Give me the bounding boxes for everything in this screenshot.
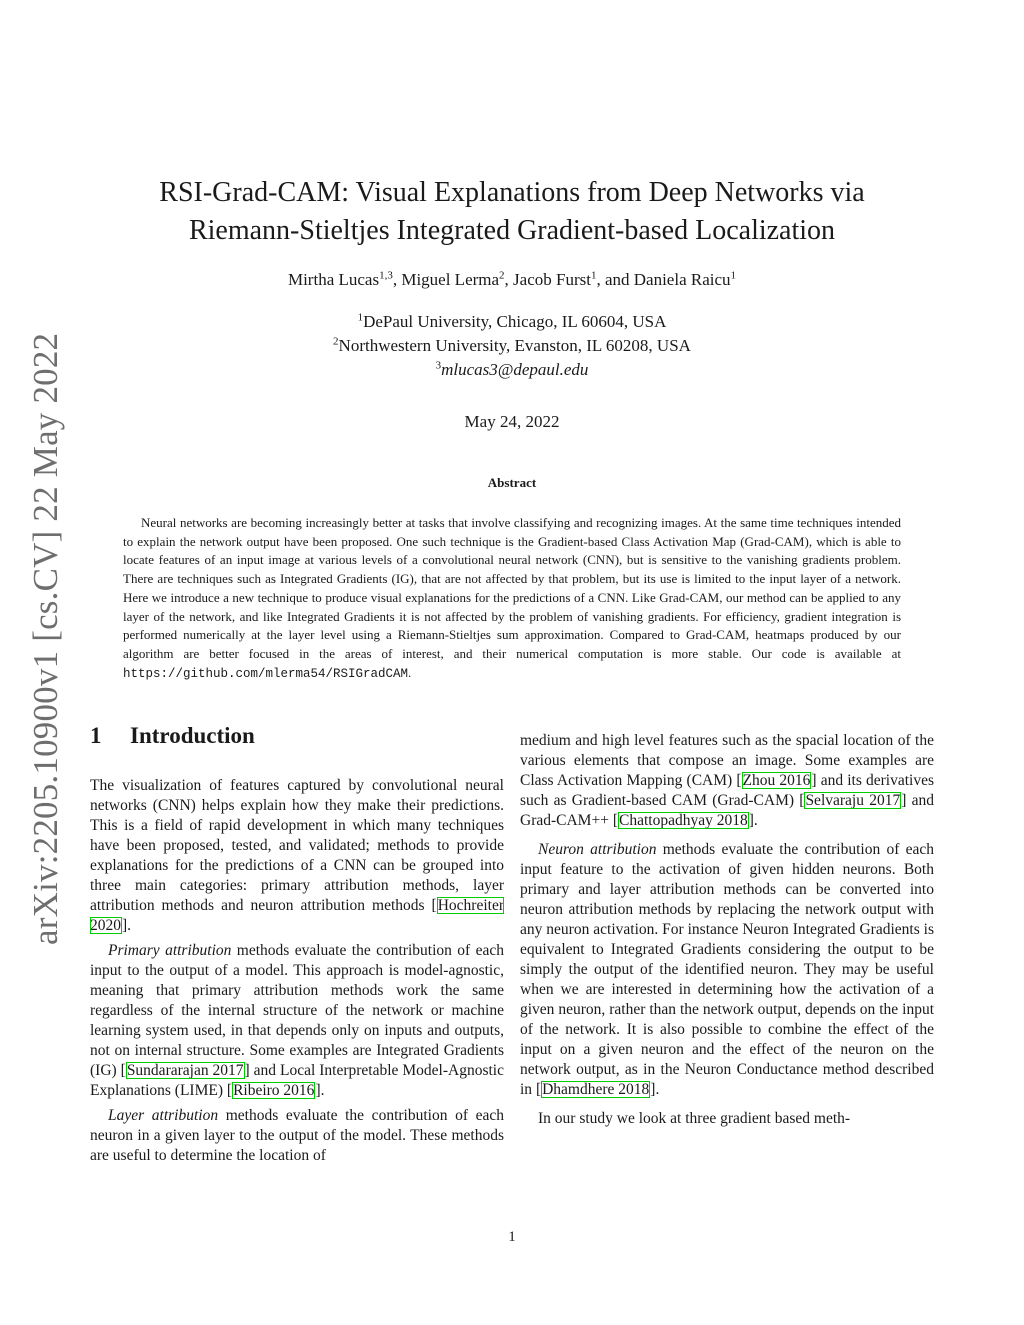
author-affiliation-mark: 2 bbox=[499, 269, 505, 282]
citation-link[interactable]: Sundararajan 2017 bbox=[126, 1062, 244, 1079]
section-title: Introduction bbox=[130, 723, 255, 748]
citation-link[interactable]: Chattopadhyay 2018 bbox=[619, 812, 748, 829]
author-affiliation-mark: 1 bbox=[730, 269, 737, 282]
contact-email: $^3$mlucas3@depaul.edu bbox=[435, 359, 589, 379]
citation-link[interactable]: Selvaraju 2017 bbox=[805, 792, 901, 809]
title-line-1: RSI-Grad-CAM: Visual Explanations from Deep Networks via bbox=[159, 177, 865, 208]
affiliation-1: $^1$DePaul University, Chicago, IL 60604, USA bbox=[357, 311, 667, 331]
arxiv-identifier: arXiv:2205.10900v1 [cs.CV] 22 May 2022 bbox=[26, 332, 65, 945]
citation-link[interactable]: Hochreiter 2020 bbox=[90, 897, 504, 934]
abstract-body: Neural networks are becoming increasingly better at tasks that involve classifying and recognizing images. At the same time techniques intended to explain the network output have been proposed. One such technique is the Gradient-based Class Activation Map (Grad-CAM), which is able to locate features of an input image at various levels of a convolutional neural network (CNN), but is sensitive to the vanishing gradients problem. There are techniques such as Integrated Gradients (IG), that are not affected by that problem, but its use is limited to the input layer of a network. Here we introduce a new technique to produce visual explanations for the predictions of a CNN. Like Grad-CAM, our method can be applied to any layer of the network, and like Integrated Gradients it is not affected by the problem of vanishing gradients. For efficiency, gradient integration is performed numerically at the layer level using a Riemann-Stieltjes sum approximation. Compared to Grad-CAM, heatmaps produced by our algorithm are better focused in the areas of interest, and their numerical computation is more stable. Our code is available at https://github.com/mlerma54/RSIGradCAM. bbox=[123, 515, 901, 681]
citation-link[interactable]: Dhamdhere 2018 bbox=[542, 1081, 650, 1098]
section-heading bbox=[90, 723, 255, 749]
citation-link[interactable]: Ribeiro 2016 bbox=[233, 1082, 315, 1099]
abstract-heading: Abstract bbox=[487, 475, 537, 490]
section-number: 1 bbox=[90, 723, 102, 748]
author-affiliation-mark: 1 bbox=[590, 269, 597, 282]
author-name: , Miguel Lerma bbox=[392, 270, 500, 289]
citation-link[interactable]: Zhou 2016 bbox=[742, 772, 811, 789]
paragraph: The visualization of features captured by convolutional neural networks (CNN) helps explain how they make their predictions. This is a field of rapid development in which many techniques have been proposed, tested, and validated; methods to provide explanations for the predictions of a CNN can be grouped into three main categories: primary attribution methods, layer attribution methods and neuron attribution methods [Hochreiter 2020]. bbox=[90, 777, 504, 934]
paragraph: In our study we look at three gradient based meth- bbox=[538, 1110, 851, 1127]
paragraph: medium and high level features such as the spacial location of the various elements that compose an image. Some examples are Class Activation Mapping (CAM) [Zhou 2016] and its derivatives such as Gradient-based CAM (Grad-CAM) [Selvaraju 2017] and Grad-CAM++ [Chattopadhyay 2018]. bbox=[520, 732, 934, 829]
left-column bbox=[90, 776, 504, 1166]
affiliation-2: $^2$Northwestern University, Evanston, IL 60208, USA bbox=[333, 335, 691, 355]
author-affiliation-mark: 1,3 bbox=[379, 269, 393, 282]
author-name: Mirtha Lucas bbox=[287, 270, 380, 289]
paragraph: Layer attribution methods evaluate the contribution of each neuron in a given layer to the output of the model. These methods are useful to determine the location of bbox=[90, 1107, 504, 1164]
author-list bbox=[100, 270, 924, 290]
author-name: , Jacob Furst bbox=[504, 270, 591, 289]
paper-title bbox=[100, 174, 924, 250]
page-number: 1 bbox=[508, 1229, 516, 1245]
code-link[interactable]: https://github.com/mlerma54/RSIGradCAM bbox=[123, 666, 409, 681]
paragraph: Primary attribution methods evaluate the contribution of each input to the output of a model. This approach is model-agnostic, meaning that primary attribution methods work the same regardless of the internal structure of the network or machine learning system used, in that depends only on inputs and outputs, not on internal structure. Some examples are Integrated Gradients (IG) [Sundararajan 2017] and Local Interpretable Model-Agnostic Explanations (LIME) [Ribeiro 2016]. bbox=[90, 942, 504, 1099]
author-name: , and Daniela Raicu bbox=[596, 270, 731, 289]
title-line-2: Riemann-Stieltjes Integrated Gradient-based Localization bbox=[188, 215, 836, 246]
publication-date: May 24, 2022 bbox=[464, 412, 560, 431]
right-column bbox=[520, 731, 934, 1129]
affiliations bbox=[100, 310, 924, 382]
paragraph: Neuron attribution methods evaluate the contribution of each input feature to the activation of given hidden neurons. Both primary and layer attribution methods can be converted into neuron attribution methods by replacing the network output with any neuron activation. For instance Neuron Integrated Gradients is equivalent to Integrated Gradients considering the output to be simply the output of the identified neuron. They may be useful when we are interested in determining how the activation of a given neuron, rather than the network output, depends on the input of the network. It is also possible to combine the effect of the input on a given neuron and the effect of the neuron on the network output, as in the Neuron Conductance method described in [Dhamdhere 2018]. bbox=[520, 841, 934, 1098]
